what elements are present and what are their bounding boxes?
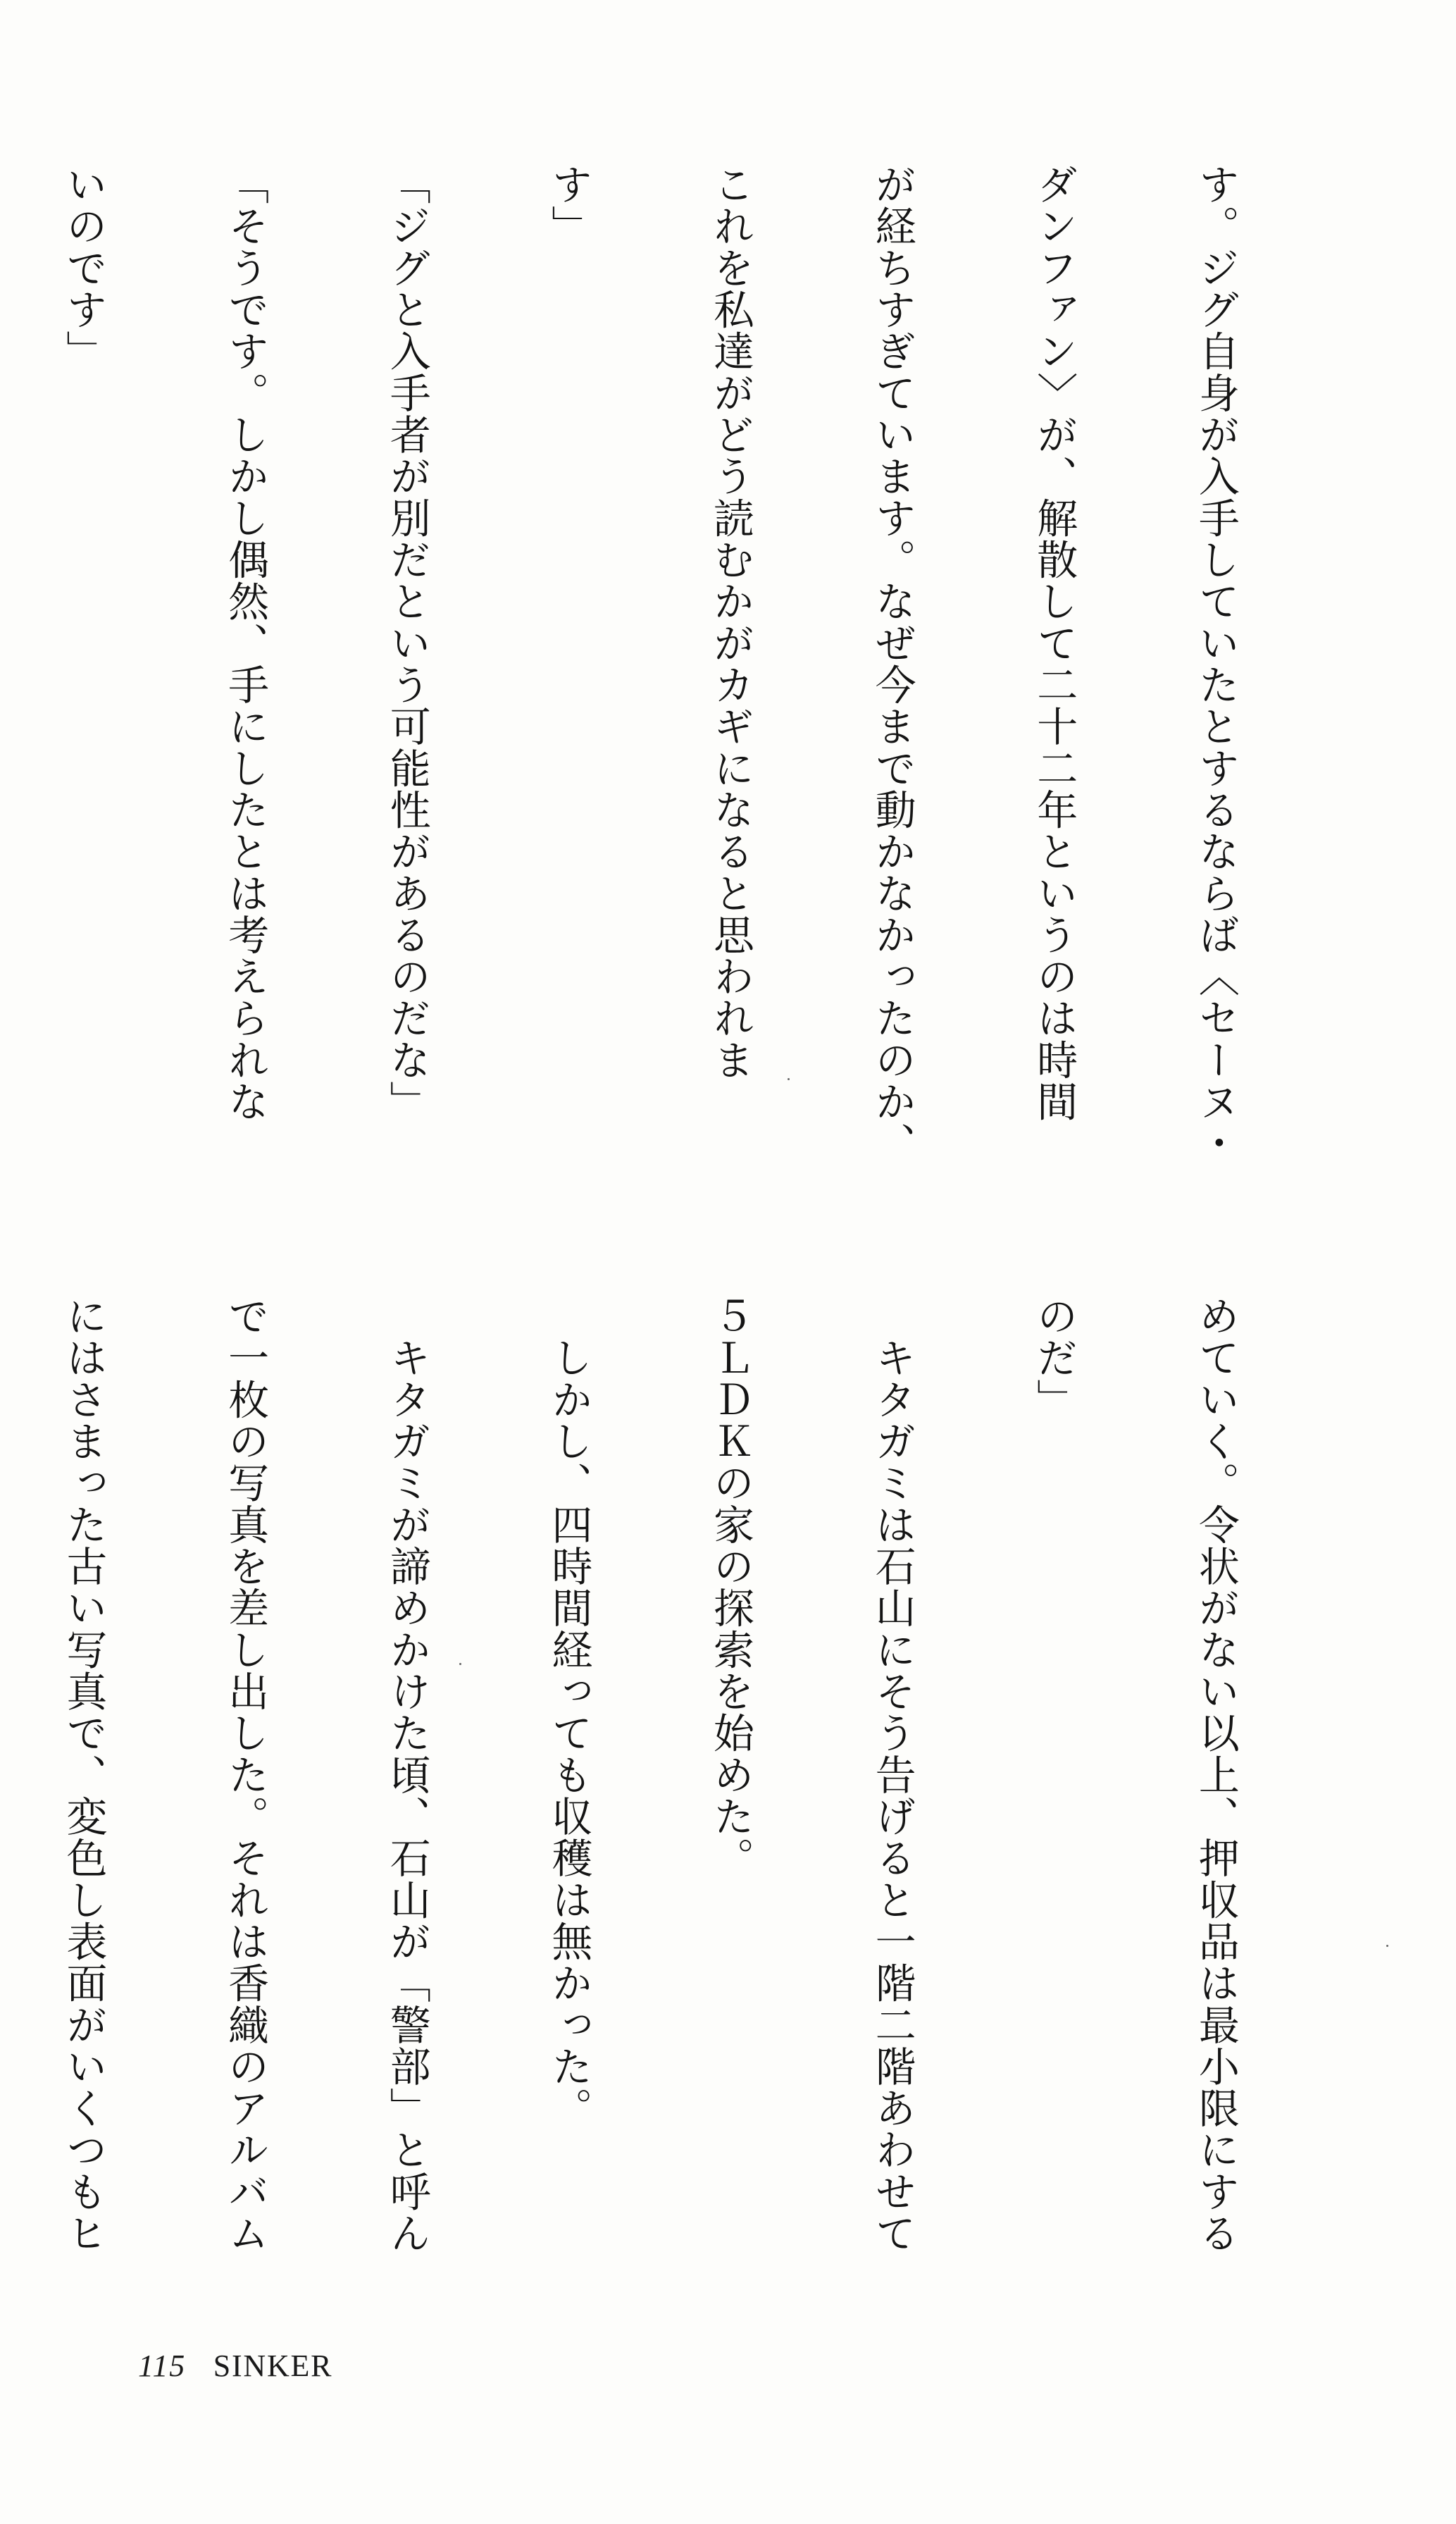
lower-text-block — [59, 1295, 1350, 2366]
text-column: キタガミが諦めかけた頃、石山が「警部」と呼ん — [382, 1295, 431, 2254]
text-column: で一枚の写真を差し出した。それは香織のアルバム — [221, 1295, 270, 2254]
page-footer — [138, 2348, 332, 2384]
text-column: しかし、四時間経っても収穫は無かった。 — [545, 1295, 593, 2129]
text-column: キタガミは石山にそう告げると一階二階あわせて — [868, 1295, 916, 2254]
text-column: これを私達がどう読むかがカギになると思われま — [706, 163, 754, 1081]
text-column: にはさまった古い写真で、変色し表面がいくつもヒ — [59, 1295, 108, 2254]
text-column: 「ジグと入手者が別だという可能性があるのだな」 — [382, 163, 431, 1122]
paper-speck — [1386, 1945, 1388, 1947]
page-number: 115 — [138, 2349, 187, 2383]
text-column: いのです」 — [59, 163, 108, 372]
upper-text-block — [59, 163, 1350, 1235]
text-column: のだ」 — [1030, 1295, 1078, 1421]
running-title: SINKER — [213, 2349, 333, 2383]
text-column: めていく。令状がない以上、押収品は最小限にする — [1191, 1295, 1240, 2254]
text-column: す。ジグ自身が入手していたとするならば〈セーヌ・ — [1191, 163, 1240, 1164]
paper-speck — [788, 1078, 790, 1080]
text-column: す」 — [545, 163, 593, 247]
text-column: ダンファン〉が、解散して二十二年というのは時間 — [1030, 163, 1078, 1122]
paper-speck — [459, 1663, 461, 1665]
text-column: 「そうです。しかし偶然、手にしたとは考えられな — [221, 163, 270, 1122]
text-column: ５ＬＤＫの家の探索を始めた。 — [706, 1295, 754, 1879]
text-column: が経ちすぎています。なぜ今まで動かなかったのか、 — [868, 163, 916, 1164]
